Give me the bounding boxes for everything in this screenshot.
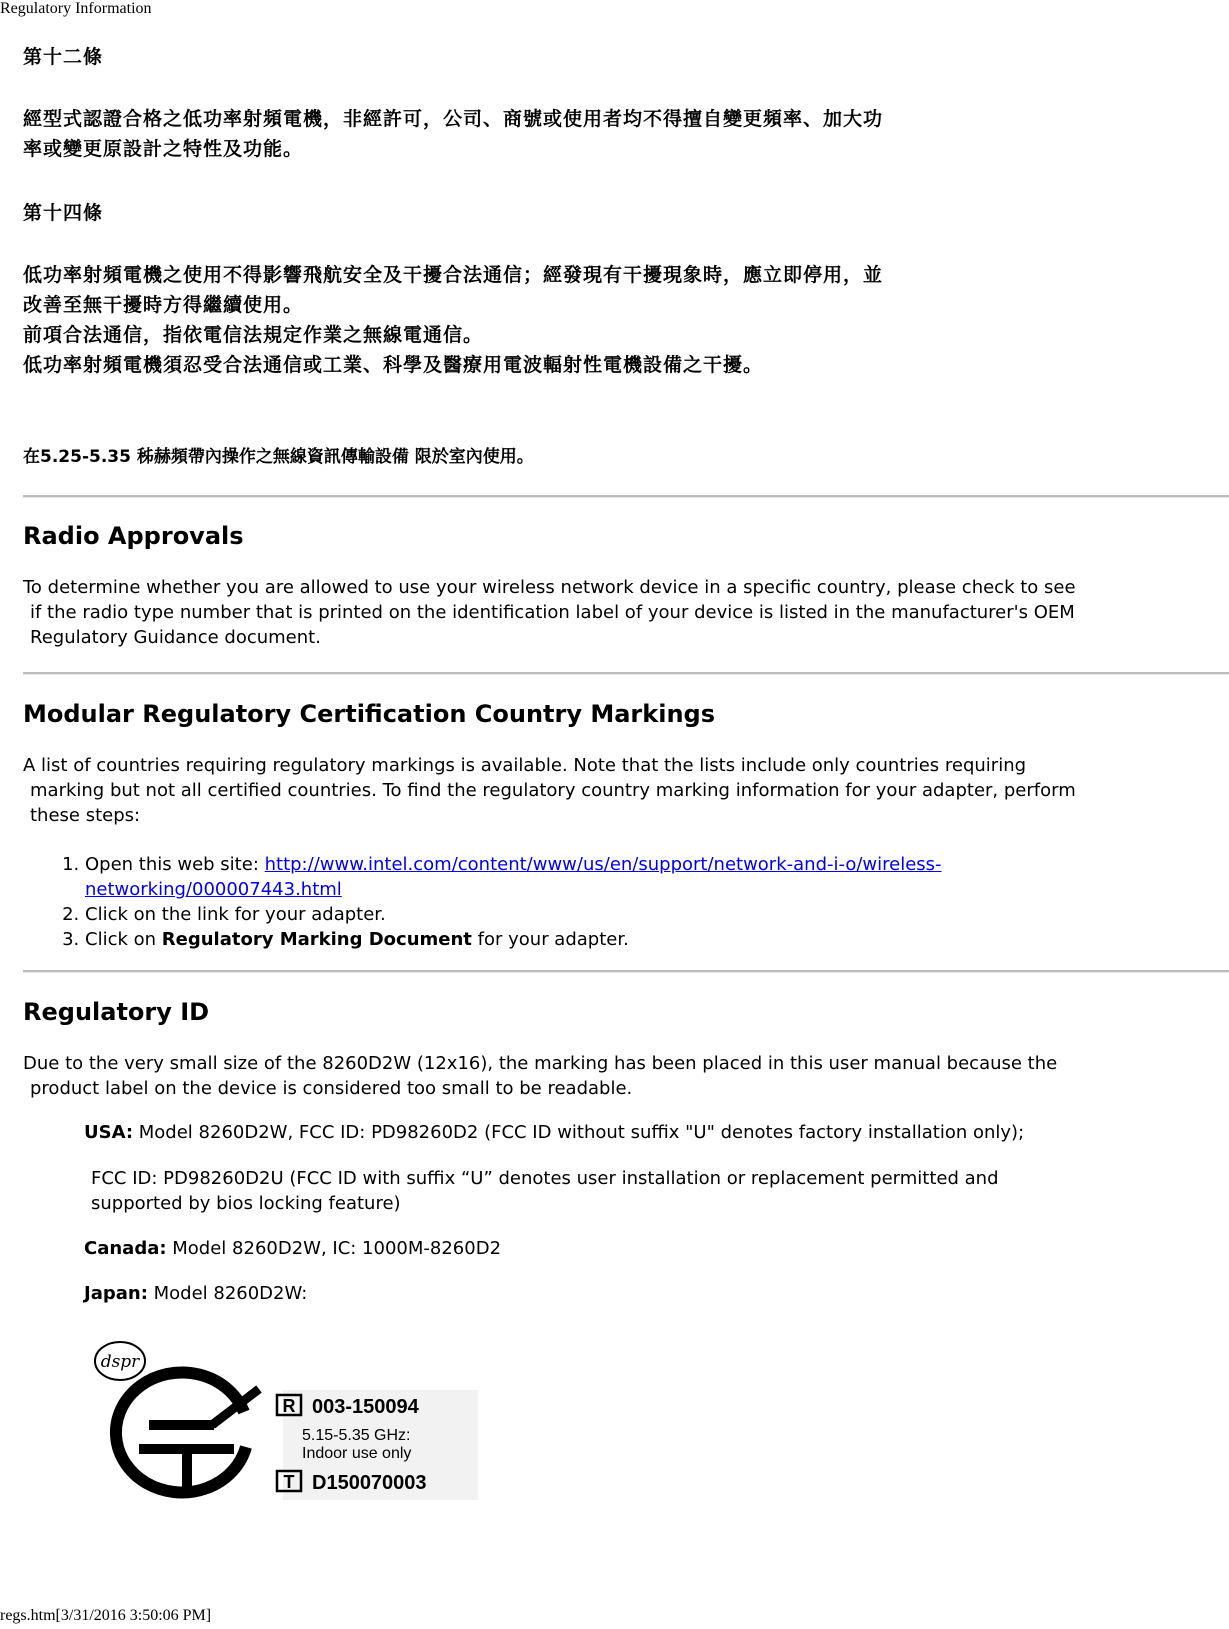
divider — [23, 495, 1229, 498]
canada-line — [84, 1236, 1214, 1261]
canada-text: Model 8260D2W, IC: 1000M-8260D2 — [166, 1238, 502, 1259]
divider — [23, 970, 1229, 973]
intel-link-part2: networking/000007443.html — [85, 879, 342, 900]
page-header: Regulatory Information — [0, 0, 152, 17]
radio-approvals-paragraph — [23, 575, 1223, 650]
step1-prefix: Open this web site: — [85, 854, 265, 875]
article14-line4: 低功率射頻電機須忍受合法通信或工業、科學及醫療用電波輻射性電機設備之干擾。 — [23, 354, 764, 376]
modular-line2: marking but not all certified countries. To find the regulatory country marking information for your adapter, perform — [30, 780, 1076, 801]
step-item: 2. Click on the link for your adapter. — [85, 902, 1215, 927]
fcc-u-line2: supported by bios locking feature) — [91, 1193, 401, 1214]
article12-title: 第十二條 — [23, 46, 104, 68]
radio-approvals-heading: Radio Approvals — [23, 522, 244, 550]
modular-paragraph — [23, 753, 1223, 828]
dspr-text: dspr — [100, 1352, 140, 1372]
step3-prefix: Click on — [85, 929, 162, 950]
fcc-u-block — [91, 1166, 1211, 1216]
r-number: 003-150094 — [312, 1396, 419, 1418]
page-footer: regs.htm[3/31/2016 3:50:06 PM] — [0, 1607, 212, 1624]
radio-line1: To determine whether you are allowed to use your wireless network device in a specific country, please check to see — [23, 577, 1076, 598]
modular-line3: these steps: — [30, 805, 141, 826]
step-item — [85, 927, 1215, 952]
article14-line3: 前項合法通信，指依電信法規定作業之無線電通信。 — [23, 324, 484, 346]
article14-title: 第十四條 — [23, 202, 104, 224]
article14-line1: 低功率射頻電機之使用不得影響飛航安全及干擾合法通信；經發現有干擾現象時，應立即停用，並 — [23, 264, 884, 286]
canada-label: Canada: — [84, 1238, 167, 1259]
japan-certification-mark — [94, 1337, 494, 1517]
radio-line3: Regulatory Guidance document. — [30, 627, 321, 648]
step-item — [85, 852, 1215, 902]
japan-line — [84, 1281, 1214, 1306]
regid-line1: Due to the very small size of the 8260D2W (12x16), the marking has been placed in this user manual because the — [23, 1053, 1058, 1074]
japan-text: Model 8260D2W: — [147, 1283, 308, 1304]
intel-link-part1: http://www.intel.com/content/www/us/en/support/network-and-i-o/wireless- — [264, 854, 942, 875]
usa-label: USA: — [84, 1122, 134, 1143]
fcc-u-line1: FCC ID: PD98260D2U (FCC ID with suffix “U” denotes user installation or replacement permitted and — [91, 1168, 999, 1189]
t-letter: T — [283, 1472, 295, 1492]
article14-line2: 改善至無干擾時方得繼續使用。 — [23, 294, 304, 316]
step3-bold: Regulatory Marking Document — [161, 929, 472, 950]
usa-text: Model 8260D2W, FCC ID: PD98260D2 (FCC ID without suffix "U" denotes factory installation only); — [133, 1122, 1025, 1143]
article12-line1: 經型式認證合格之低功率射頻電機，非經許可，公司、商號或使用者均不得擅自變更頻率、加大功 — [23, 108, 884, 130]
freq-text: 5.15-5.35 GHz: — [302, 1427, 411, 1444]
japan-label: Japan: — [84, 1283, 148, 1304]
modular-line1: A list of countries requiring regulatory markings is available. Note that the lists include only countries requiring — [23, 755, 1027, 776]
regid-line2: product label on the device is considered too small to be readable. — [30, 1078, 633, 1099]
r-letter: R — [282, 1396, 296, 1416]
regulatory-id-heading: Regulatory ID — [23, 998, 210, 1026]
usa-line — [84, 1120, 1214, 1145]
article12-line2: 率或變更原設計之特性及功能。 — [23, 138, 304, 160]
radio-line2: if the radio type number that is printed on the identification label of your device is listed in the manufacturer's OEM — [30, 602, 1075, 623]
giteki-mark-icon — [116, 1372, 259, 1492]
step3-suffix: for your adapter. — [471, 929, 629, 950]
band-notice: 在5.25-5.35 秭赫頻帶內操作之無線資訊傳輸設備 限於室內使用。 — [23, 447, 534, 467]
t-number: D150070003 — [312, 1472, 427, 1494]
divider — [23, 672, 1229, 675]
modular-heading: Modular Regulatory Certification Country Markings — [23, 700, 715, 728]
indoor-text: Indoor use only — [302, 1445, 412, 1462]
regulatory-id-paragraph — [23, 1051, 1223, 1101]
steps-list — [23, 852, 1215, 952]
